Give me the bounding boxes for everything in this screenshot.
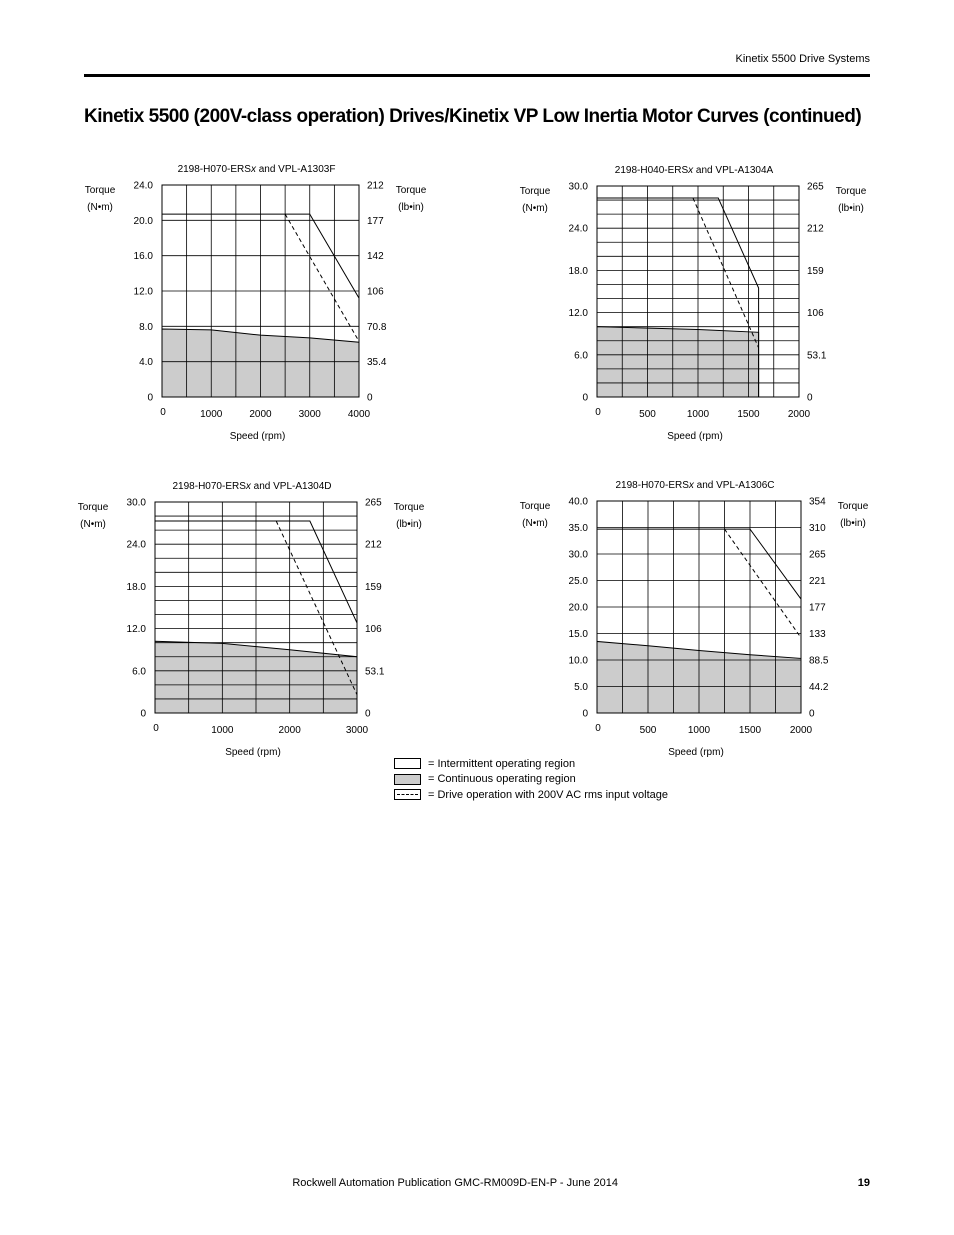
x-tick-label: 1500 — [737, 409, 760, 420]
x-axis-label: Speed (rpm) — [229, 431, 286, 442]
chart-title — [616, 480, 775, 491]
x-axis-label: Speed (rpm) — [668, 747, 724, 758]
legend-drive-200v — [394, 787, 668, 803]
y2-tick-label: 0 — [809, 708, 815, 720]
y2-tick-label: 0 — [367, 392, 373, 404]
x-tick-label: 1000 — [687, 725, 711, 736]
y-tick-label: 5.0 — [574, 682, 588, 693]
y-tick-label: 30.0 — [568, 549, 588, 561]
legend-continuous-label: = Continuous operating region — [428, 773, 576, 786]
y2-tick-label: 310 — [809, 523, 826, 534]
y-axis-label-right: Torque — [837, 501, 869, 512]
y2-tick-label: 0 — [807, 392, 813, 404]
chart-title-suffix: and VPL-A1303F — [255, 164, 336, 175]
chart-title-prefix: 2198-H070-ERS — [177, 164, 251, 175]
page-title: Kinetix 5500 (200V-class operation) Drives/Kinetix VP Low Inertia Motor Curves (continued) — [84, 106, 862, 127]
x-tick-label: 2000 — [278, 725, 301, 736]
x-tick-label: 3000 — [345, 725, 369, 736]
y2-tick-label: 221 — [809, 576, 826, 587]
y2-tick-label: 106 — [365, 624, 382, 636]
y2-tick-label: 53.1 — [807, 350, 827, 362]
x-tick-label: 2000 — [789, 725, 813, 736]
chart-title-prefix: 2198-H070-ERS — [172, 481, 246, 492]
chart-title-italic: x — [250, 164, 256, 175]
continuous-swatch — [394, 774, 421, 785]
y-tick-label: 12.0 — [133, 286, 153, 298]
y2-tick-label: 106 — [807, 308, 824, 320]
chart-title-suffix: and VPL-A1304D — [250, 481, 332, 492]
y2-tick-label: 177 — [367, 215, 384, 227]
y-tick-label: 25.0 — [568, 576, 588, 587]
x-tick-label: 0 — [153, 723, 159, 734]
y-tick-label: 20.0 — [133, 215, 153, 227]
x-tick-label: 2000 — [249, 409, 272, 420]
y-tick-label: 6.0 — [132, 666, 146, 678]
dashed-line-swatch — [394, 789, 421, 800]
x-tick-label: 500 — [639, 409, 656, 420]
y-axis-label-left: Torque — [519, 186, 551, 197]
chart-title-prefix: 2198-H040-ERS — [614, 165, 689, 176]
y-axis-label-left: Torque — [84, 185, 116, 196]
y2-tick-label: 70.8 — [367, 321, 387, 333]
y-tick-label: 0 — [140, 708, 146, 720]
y2-tick-label: 212 — [367, 180, 384, 192]
y-tick-label: 15.0 — [568, 629, 588, 640]
chart-title-italic: x — [688, 165, 694, 176]
y-tick-label: 8.0 — [139, 321, 153, 333]
y2-tick-label: 142 — [367, 251, 384, 263]
y-tick-label: 0 — [147, 392, 153, 404]
y-tick-label: 24.0 — [568, 223, 588, 235]
header-section-title: Kinetix 5500 Drive Systems — [735, 53, 870, 65]
y-axis-label-left: Torque — [519, 501, 551, 512]
y-axis-label-right: (lb•in) — [396, 519, 422, 530]
y2-tick-label: 133 — [809, 629, 826, 640]
y2-tick-label: 159 — [807, 265, 824, 277]
y-tick-label: 20.0 — [568, 602, 588, 614]
y-tick-label: 0 — [582, 392, 588, 404]
x-tick-label: 4000 — [347, 409, 371, 420]
y2-tick-label: 265 — [807, 181, 824, 193]
y-tick-label: 4.0 — [139, 357, 153, 369]
x-tick-label: 1000 — [686, 409, 710, 420]
legend-continuous — [394, 772, 668, 788]
y-axis-label-left: (N•m) — [80, 519, 106, 530]
chart-title-suffix: and VPL-A1304A — [693, 165, 774, 176]
y-axis-label-right: (lb•in) — [838, 203, 864, 214]
x-tick-label: 2000 — [787, 409, 811, 420]
y-tick-label: 30.0 — [568, 181, 588, 193]
y2-tick-label: 212 — [365, 539, 382, 551]
intermittent-swatch — [394, 758, 421, 769]
y2-tick-label: 106 — [367, 286, 384, 298]
footer-publication: Rockwell Automation Publication GMC-RM009D-EN-P - June 2014 — [292, 1177, 618, 1189]
y-tick-label: 16.0 — [133, 251, 153, 263]
legend-intermittent-label: = Intermittent operating region — [428, 757, 576, 770]
x-tick-label: 500 — [639, 725, 657, 736]
y2-tick-label: 53.1 — [365, 666, 385, 678]
y2-tick-label: 177 — [809, 602, 826, 614]
y-tick-label: 0 — [582, 708, 588, 720]
legend-drive-200v-label: = Drive operation with 200V AC rms input voltage — [428, 788, 668, 801]
y-tick-label: 24.0 — [126, 539, 146, 551]
x-tick-label: 0 — [595, 407, 601, 418]
x-tick-label: 3000 — [298, 409, 321, 420]
x-tick-label: 1500 — [738, 725, 762, 736]
y-tick-label: 6.0 — [574, 350, 588, 362]
y2-tick-label: 265 — [809, 549, 826, 561]
y2-tick-label: 354 — [809, 496, 826, 508]
legend — [394, 756, 668, 803]
legend-intermittent — [394, 756, 668, 772]
chart-title-prefix: 2198-H070-ERS — [615, 480, 689, 491]
y2-tick-label: 212 — [807, 223, 824, 235]
y-tick-label: 35.0 — [568, 523, 588, 534]
x-tick-label: 1000 — [211, 725, 234, 736]
chart-title-italic: x — [245, 481, 251, 492]
y2-tick-label: 88.5 — [809, 655, 829, 667]
x-axis-label: Speed (rpm) — [667, 431, 723, 442]
y-tick-label: 12.0 — [126, 624, 146, 636]
y-tick-label: 40.0 — [568, 496, 588, 508]
y-axis-label-right: Torque — [835, 186, 867, 197]
y-tick-label: 30.0 — [126, 497, 146, 509]
y-axis-label-right: (lb•in) — [840, 518, 866, 529]
y-axis-label-left: (N•m) — [522, 203, 548, 214]
y2-tick-label: 35.4 — [367, 357, 387, 369]
y-axis-label-left: Torque — [77, 502, 109, 513]
chart-title-italic: x — [688, 480, 694, 491]
y2-tick-label: 0 — [365, 708, 371, 720]
chart-title-suffix: and VPL-A1306C — [693, 480, 775, 491]
x-tick-label: 0 — [595, 723, 601, 734]
x-tick-label: 1000 — [200, 409, 223, 420]
x-tick-label: 0 — [160, 407, 166, 418]
y2-tick-label: 159 — [365, 581, 382, 593]
y-tick-label: 12.0 — [568, 308, 588, 320]
y-tick-label: 18.0 — [126, 581, 146, 593]
y2-tick-label: 44.2 — [809, 682, 829, 693]
y-axis-label-right: (lb•in) — [398, 202, 424, 213]
y-axis-label-left: (N•m) — [87, 202, 113, 213]
y-axis-label-right: Torque — [395, 185, 427, 196]
y-tick-label: 10.0 — [568, 655, 588, 667]
y-axis-label-left: (N•m) — [522, 518, 548, 529]
y-tick-label: 18.0 — [568, 265, 588, 277]
y-axis-label-right: Torque — [393, 502, 425, 513]
page-number: 19 — [857, 1177, 870, 1189]
x-axis-label: Speed (rpm) — [225, 747, 281, 758]
y-tick-label: 24.0 — [133, 180, 153, 192]
y2-tick-label: 265 — [365, 497, 382, 509]
